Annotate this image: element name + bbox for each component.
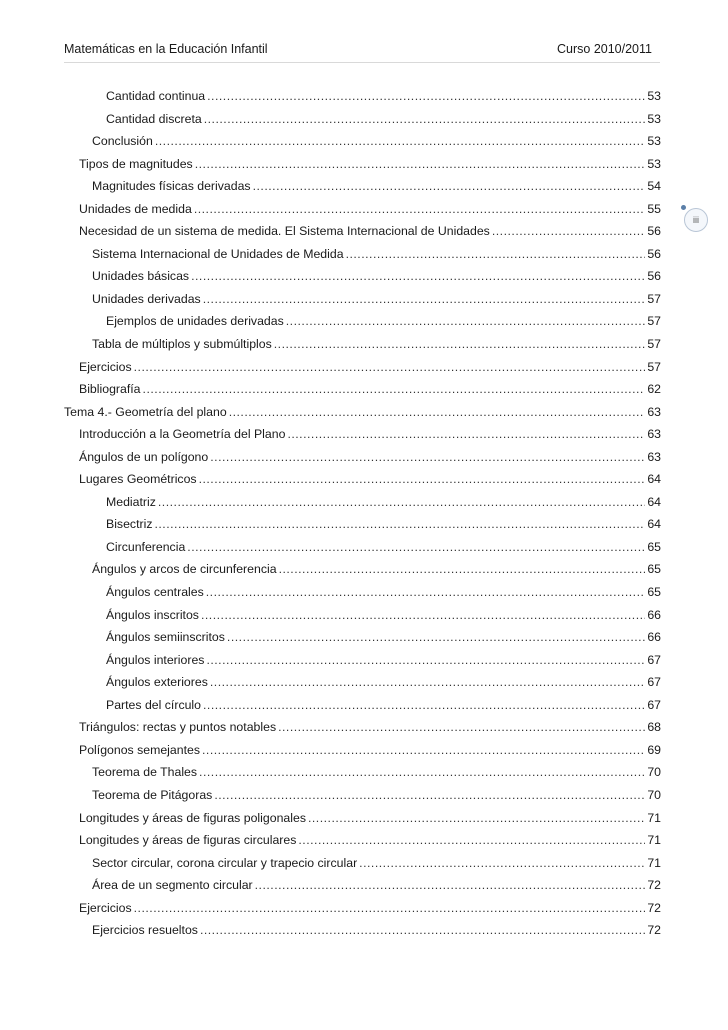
toc-entry[interactable] (64, 427, 661, 450)
toc-entry-page: 57 (647, 359, 661, 374)
toc-dot-leader (207, 89, 645, 103)
toc-entry-page: 66 (647, 607, 661, 622)
toc-entry-page: 63 (647, 449, 661, 464)
header-document-title: Matemáticas en la Educación Infantil (64, 42, 268, 56)
toc-dot-leader (203, 292, 645, 306)
toc-dot-leader (155, 134, 645, 148)
toc-entry[interactable] (64, 788, 661, 811)
toc-entry-title: Necesidad de un sistema de medida. El Sistema Internacional de Unidades (79, 224, 490, 239)
toc-entry-title: Ángulos y arcos de circunferencia (92, 562, 277, 577)
toc-entry-page: 72 (647, 923, 661, 938)
toc-dot-leader (278, 720, 645, 734)
toc-entry-title: Ángulos exteriores (106, 675, 208, 690)
toc-dot-leader (206, 653, 645, 667)
toc-entry-page: 55 (647, 201, 661, 216)
toc-entry-page: 56 (647, 246, 661, 261)
toc-dot-leader (204, 112, 645, 126)
toc-entry-page: 69 (647, 742, 661, 757)
toc-entry-page: 67 (647, 675, 661, 690)
toc-dot-leader (203, 698, 645, 712)
toc-entry-title: Mediatriz (106, 494, 156, 509)
toc-entry[interactable] (64, 540, 661, 563)
toc-entry-title: Sistema Internacional de Unidades de Medida (92, 246, 344, 261)
toc-entry-page: 57 (647, 314, 661, 329)
toc-entry-page: 57 (647, 337, 661, 352)
toc-entry-title: Ángulos centrales (106, 585, 204, 600)
toc-dot-leader (253, 179, 645, 193)
page-marker-dot (681, 205, 686, 210)
toc-entry-page: 65 (647, 562, 661, 577)
page-header (64, 38, 660, 63)
toc-entry-title: Cantidad discreta (106, 111, 202, 126)
toc-entry-page: 63 (647, 404, 661, 419)
toc-dot-leader (191, 269, 645, 283)
toc-entry-page: 70 (647, 787, 661, 802)
toc-dot-leader (359, 856, 645, 870)
toc-entry[interactable] (64, 269, 661, 292)
toc-entry[interactable] (64, 517, 661, 540)
toc-entry-title: Ángulos de un polígono (79, 449, 209, 464)
toc-entry-title: Ejercicios (79, 900, 132, 915)
toc-entry[interactable] (64, 247, 661, 270)
toc-dot-leader (346, 247, 645, 261)
toc-entry[interactable] (64, 405, 661, 428)
toc-entry-title: Ejercicios (79, 359, 132, 374)
toc-dot-leader (134, 360, 645, 374)
toc-entry-page: 62 (647, 382, 661, 397)
toc-entry-title: Partes del círculo (106, 697, 202, 712)
toc-entry-title: Longitudes y áreas de figuras poligonales (79, 810, 306, 825)
toc-entry[interactable] (64, 630, 661, 653)
toc-dot-leader (298, 833, 645, 847)
toc-entry-title: Cantidad continua (106, 89, 206, 103)
table-of-contents (64, 89, 661, 946)
toc-entry-title: Bibliografía (79, 382, 141, 397)
page-number-badge: iii (684, 208, 708, 232)
toc-dot-leader (308, 811, 645, 825)
toc-dot-leader (210, 675, 645, 689)
toc-entry[interactable] (64, 833, 661, 856)
toc-entry[interactable] (64, 675, 661, 698)
toc-entry-title: Triángulos: rectas y puntos notables (79, 720, 277, 735)
toc-dot-leader (255, 878, 645, 892)
toc-entry-title: Ángulos semiinscritos (106, 630, 225, 645)
toc-entry-title: Circunferencia (106, 539, 186, 554)
toc-entry-page: 65 (647, 585, 661, 600)
toc-entry[interactable] (64, 743, 661, 766)
toc-dot-leader (134, 901, 645, 915)
toc-entry-page: 70 (647, 765, 661, 780)
toc-entry[interactable] (64, 224, 661, 247)
toc-entry[interactable] (64, 653, 661, 676)
toc-dot-leader (279, 562, 645, 576)
toc-entry-page: 63 (647, 427, 661, 442)
toc-dot-leader (214, 788, 645, 802)
toc-entry[interactable] (64, 811, 661, 834)
toc-entry-page: 67 (647, 652, 661, 667)
toc-entry-page: 56 (647, 269, 661, 284)
toc-entry[interactable] (64, 360, 661, 383)
toc-entry[interactable] (64, 112, 661, 135)
toc-entry-page: 64 (647, 517, 661, 532)
toc-entry-page: 64 (647, 472, 661, 487)
toc-entry-title: Unidades de medida (79, 201, 192, 216)
toc-entry-page: 71 (647, 810, 661, 825)
toc-entry[interactable] (64, 202, 661, 225)
toc-entry[interactable] (64, 89, 661, 112)
toc-entry-page: 68 (647, 720, 661, 735)
toc-entry-title: Polígonos semejantes (79, 742, 200, 757)
toc-entry-title: Tabla de múltiplos y submúltiplos (92, 337, 272, 352)
toc-entry-title: Unidades básicas (92, 269, 190, 284)
toc-entry-page: 53 (647, 156, 661, 171)
toc-dot-leader (227, 630, 645, 644)
toc-dot-leader (201, 608, 645, 622)
toc-dot-leader (187, 540, 645, 554)
toc-dot-leader (158, 495, 645, 509)
toc-entry-title: Área de un segmento circular (92, 878, 253, 893)
toc-entry[interactable] (64, 608, 661, 631)
toc-entry[interactable] (64, 472, 661, 495)
header-course: Curso 2010/2011 (557, 42, 652, 56)
toc-dot-leader (199, 765, 645, 779)
toc-entry[interactable] (64, 562, 661, 585)
toc-dot-leader (202, 743, 645, 757)
toc-entry-title: Unidades derivadas (92, 291, 201, 306)
toc-entry-page: 72 (647, 878, 661, 893)
toc-entry-title: Ángulos inscritos (106, 607, 199, 622)
toc-entry-title: Longitudes y áreas de figuras circulares (79, 833, 297, 848)
toc-entry-page: 72 (647, 900, 661, 915)
toc-dot-leader (206, 585, 645, 599)
toc-dot-leader (210, 450, 645, 464)
toc-dot-leader (286, 314, 645, 328)
toc-entry-title: Sector circular, corona circular y trapecio circular (92, 855, 358, 870)
toc-entry-title: Tipos de magnitudes (79, 156, 193, 171)
toc-entry[interactable] (64, 585, 661, 608)
toc-entry-title: Teorema de Pitágoras (92, 787, 213, 802)
toc-dot-leader (229, 405, 645, 419)
toc-dot-leader (199, 472, 645, 486)
toc-dot-leader (200, 923, 645, 937)
toc-entry[interactable] (64, 157, 661, 180)
toc-dot-leader (287, 427, 645, 441)
toc-entry-title: Bisectriz (106, 517, 153, 532)
toc-entry-title: Ejercicios resueltos (92, 923, 198, 938)
toc-entry[interactable] (64, 901, 661, 924)
toc-entry[interactable] (64, 450, 661, 473)
toc-dot-leader (195, 157, 645, 171)
toc-dot-leader (274, 337, 645, 351)
toc-dot-leader (194, 202, 645, 216)
toc-entry-page: 53 (647, 111, 661, 126)
toc-entry-title: Introducción a la Geometría del Plano (79, 427, 286, 442)
toc-entry-page: 64 (647, 494, 661, 509)
toc-entry[interactable] (64, 337, 661, 360)
toc-entry-page: 56 (647, 224, 661, 239)
toc-entry-page: 53 (647, 134, 661, 149)
toc-entry[interactable] (64, 495, 661, 518)
toc-entry[interactable] (64, 134, 661, 157)
toc-entry[interactable] (64, 878, 661, 901)
toc-entry-page: 65 (647, 539, 661, 554)
toc-entry-title: Conclusión (92, 134, 153, 149)
toc-entry-title: Magnitudes físicas derivadas (92, 179, 251, 194)
toc-entry[interactable] (64, 720, 661, 743)
toc-dot-leader (143, 382, 645, 396)
toc-entry-page: 71 (647, 855, 661, 870)
toc-entry[interactable] (64, 856, 661, 879)
toc-entry-title: Lugares Geométricos (79, 472, 197, 487)
toc-entry[interactable] (64, 923, 661, 946)
toc-entry[interactable] (64, 292, 661, 315)
toc-entry-title: Tema 4.- Geometría del plano (64, 404, 227, 419)
toc-entry[interactable] (64, 698, 661, 721)
toc-entry[interactable] (64, 382, 661, 405)
toc-entry-page: 67 (647, 697, 661, 712)
toc-entry-title: Teorema de Thales (92, 765, 198, 780)
toc-dot-leader (154, 517, 645, 531)
toc-entry-title: Ángulos interiores (106, 652, 205, 667)
toc-entry[interactable] (64, 179, 661, 202)
toc-entry-page: 54 (647, 179, 661, 194)
toc-dot-leader (492, 224, 645, 238)
toc-entry-page: 71 (647, 833, 661, 848)
toc-entry-page: 53 (647, 89, 661, 103)
toc-entry-title: Ejemplos de unidades derivadas (106, 314, 284, 329)
toc-entry[interactable] (64, 765, 661, 788)
toc-entry[interactable] (64, 314, 661, 337)
toc-entry-page: 66 (647, 630, 661, 645)
toc-entry-page: 57 (647, 291, 661, 306)
